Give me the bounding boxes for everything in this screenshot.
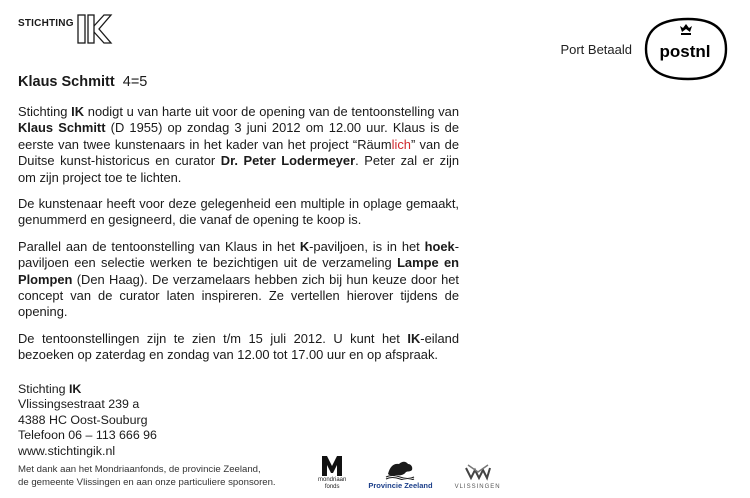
vlissingen-text: VLISSINGEN	[454, 484, 501, 490]
paragraph-parallel	[18, 239, 459, 321]
address-phone: Telefoon 06 – 113 666 96	[18, 428, 157, 443]
postnl-logo-icon	[638, 16, 732, 82]
pavilion-k: K	[299, 238, 310, 254]
fonds-text: fonds	[324, 483, 340, 490]
sponsor-logos	[318, 455, 523, 490]
collection-name: Lampe en Plompen	[18, 255, 459, 287]
logo-word: STICHTING	[18, 18, 74, 29]
text: -paviljoen een selectie werken te bezichtigen uit de verzameling	[18, 238, 459, 271]
port-betaald-label: Port Betaald	[560, 41, 632, 57]
provincie-zeeland-text: Provincie Zeeland	[368, 481, 433, 490]
text: Parallel aan de tentoonstelling van Klaus in het	[18, 238, 300, 254]
pavilion-hoek: hoek	[424, 238, 455, 254]
text: -paviljoen, is in het	[309, 238, 425, 254]
text: ” van de Duitse kunst-historicus en curator	[18, 136, 460, 169]
artist-name-inline: Klaus Schmitt	[18, 120, 106, 136]
paragraph-dates	[18, 331, 459, 364]
ik-island: IK	[407, 330, 421, 346]
address-org	[18, 382, 157, 397]
text: (D 1955) op zondag 3 juni 2012 om 12.00 uur. Klaus is de eerste van twee kunstenaars in het kader van het project “Räum	[18, 120, 459, 152]
vlissingen-crest-icon	[463, 463, 493, 483]
zeeland-lion-icon	[384, 458, 416, 480]
exhibition-title: 4=5	[122, 74, 148, 90]
project-highlight: lich	[391, 136, 411, 152]
postnl-wordmark: postnl	[659, 42, 711, 61]
artist-name: Klaus Schmitt	[18, 74, 115, 90]
mondriaan-text: mondriaan	[318, 477, 347, 483]
text: (Den Haag). De verzamelaars hebben zich bij hun keuze door het concept van de curator laten inspireren. Ze vertellen hierover tijdens de opening.	[18, 271, 459, 320]
text: Stichting	[18, 104, 72, 119]
text: -eiland bezoeken op zaterdag en zondag van 12.00 tot 17.00 uur en op afspraak.	[18, 330, 459, 363]
text: . Peter zal er zijn om zijn project toe te lichten.	[18, 153, 459, 185]
mondriaan-fonds-logo	[318, 455, 346, 490]
org-bold: IK	[68, 382, 82, 396]
mondriaan-m-icon	[321, 455, 343, 477]
postage-indicia	[560, 16, 732, 82]
address-street: Vlissingsestraat 239 a	[18, 397, 140, 412]
thanks-note	[18, 464, 276, 489]
artist-heading	[18, 74, 147, 90]
thanks-line-1: Met dank aan het Mondriaanfonds, de provincie Zeeland,	[18, 464, 261, 475]
thanks-line-2: de gemeente Vlissingen en aan onze particuliere sponsoren.	[18, 476, 276, 488]
text: De tentoonstellingen zijn te zien t/m 15 juli 2012. U kunt het	[18, 330, 408, 346]
address-website[interactable]: www.stichtingik.nl	[18, 443, 116, 458]
address-postal: 4388 HC Oost-Souburg	[18, 412, 148, 427]
stichting-ik-logo	[18, 14, 113, 44]
invitation-body	[18, 104, 459, 374]
curator-name: Dr. Peter Lodermeyer	[220, 153, 356, 169]
org-name: IK	[71, 104, 85, 119]
paragraph-opening	[18, 104, 459, 186]
address-block	[18, 382, 157, 459]
text: Stichting	[18, 382, 69, 396]
provincie-zeeland-logo	[368, 458, 432, 490]
paragraph-multiple: De kunstenaar heeft voor deze gelegenheid een multiple in oplage gemaakt, genummerd en gesigneerd, die vanaf de opening te koop is.	[18, 196, 459, 228]
text: nodigt u van harte uit voor de opening van de tentoonstelling van	[84, 104, 459, 119]
ik-logo-mark-icon	[77, 14, 113, 44]
gemeente-vlissingen-logo	[455, 463, 501, 490]
